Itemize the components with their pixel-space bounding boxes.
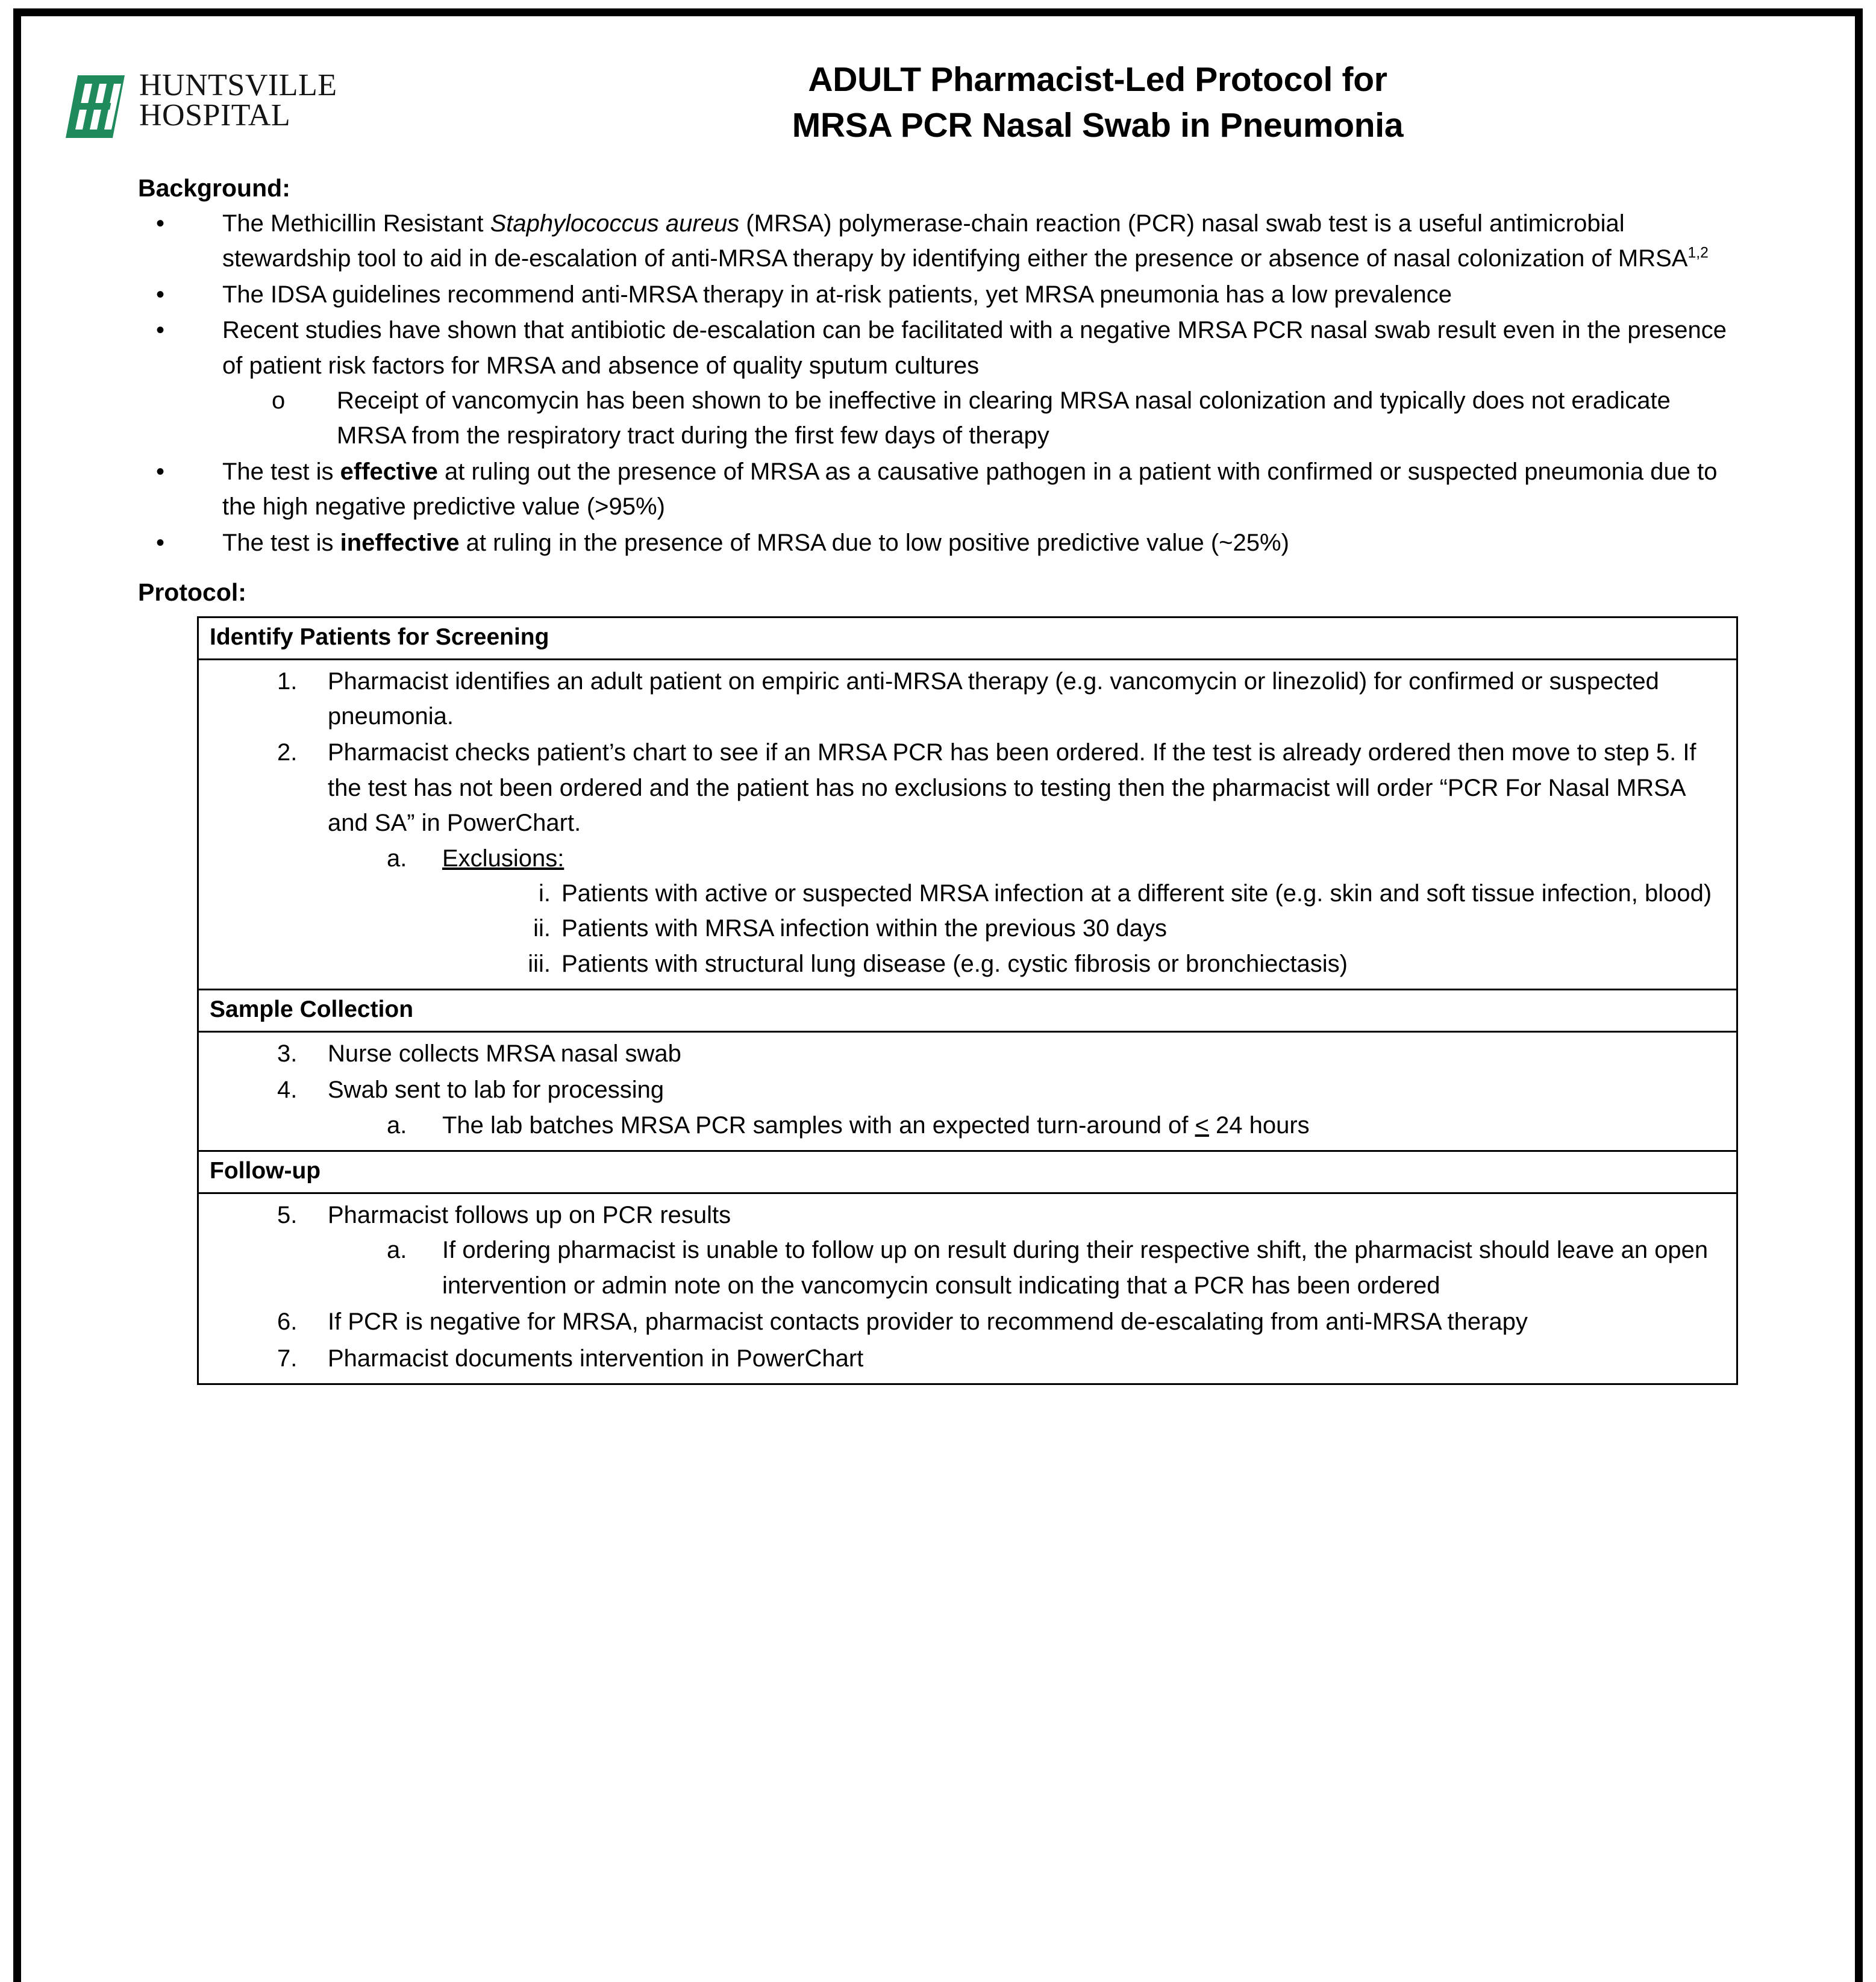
text-run: (MRSA) polymerase-chain reaction (PCR) nasal swab test is a useful antimicrobial stewardship tool to aid in de-escalation of anti-MRSA therapy by identifying either the presence or absence of nasal colonization of MRSA <box>222 210 1688 272</box>
background-bullet-list <box>48 206 1828 560</box>
protocol-exclusion-item-marker: ii. <box>533 915 551 942</box>
protocol-step <box>277 1304 1724 1339</box>
text-run: at ruling in the presence of MRSA due to low positive predictive value (~25%) <box>459 529 1289 556</box>
protocol-section-body <box>199 660 1736 991</box>
background-heading: Background: <box>138 174 290 202</box>
organization-name <box>139 70 337 131</box>
protocol-substep-marker: a. <box>387 845 407 872</box>
text-run: Pharmacist follows up on PCR results <box>328 1201 731 1228</box>
text-run: The test is <box>222 458 340 485</box>
background-bullet <box>156 525 1738 560</box>
background-bullet <box>156 206 1738 277</box>
protocol-substep-list <box>328 841 1724 982</box>
text-run: ineffective <box>340 529 460 556</box>
text-run: Patients with MRSA infection within the previous 30 days <box>561 915 1167 942</box>
text-run: Patients with active or suspected MRSA infection at a different site (e.g. skin and soft tissue infection, blood) <box>561 880 1712 907</box>
text-run: Patients with structural lung disease (e.g. cystic fibrosis or bronchiectasis) <box>561 950 1348 977</box>
protocol-section-header: Identify Patients for Screening <box>199 618 1736 660</box>
background-sub-bullet <box>272 383 1744 454</box>
background-bullet-marker: • <box>156 529 165 556</box>
protocol-step-marker: 3. <box>277 1040 298 1068</box>
text-run: Swab sent to lab for processing <box>328 1077 664 1104</box>
protocol-exclusion-item-marker: i. <box>539 880 551 907</box>
protocol-step-marker: 6. <box>277 1308 298 1336</box>
protocol-step <box>277 1198 1724 1303</box>
text-run: < <box>1195 1111 1209 1139</box>
protocol-exclusion-item <box>533 911 1724 946</box>
protocol-step <box>277 735 1724 981</box>
organization-name-line2: HOSPITAL <box>139 98 291 133</box>
text-run: Nurse collects MRSA nasal swab <box>328 1040 681 1068</box>
protocol-exclusion-item <box>539 876 1724 911</box>
background-bullet-marker: • <box>156 317 165 344</box>
protocol-step-marker: 4. <box>277 1077 298 1104</box>
protocol-section-header: Sample Collection <box>199 990 1736 1033</box>
document-header <box>48 33 1828 172</box>
protocol-step <box>277 1341 1724 1376</box>
text-run: Recent studies have shown that antibiotic de-escalation can be facilitated with a negative MRSA PCR nasal swab result even in the presence of patient risk factors for MRSA and absence of quality sputum cultures <box>222 317 1727 379</box>
protocol-section-body <box>199 1194 1736 1383</box>
text-run: The test is <box>222 529 340 556</box>
text-run: Receipt of vancomycin has been shown to be ineffective in clearing MRSA nasal colonization and typically does not eradicate MRSA from the respiratory tract during the first few days of therapy <box>337 387 1671 449</box>
protocol-substep <box>387 1108 1724 1143</box>
text-run: Pharmacist documents intervention in PowerChart <box>328 1345 864 1372</box>
background-bullet <box>156 277 1738 312</box>
protocol-step-marker: 1. <box>277 667 298 695</box>
text-run: 24 hours <box>1208 1111 1310 1139</box>
protocol-exclusion-item-marker: iii. <box>528 950 551 977</box>
protocol-table <box>197 616 1738 1385</box>
page-title <box>385 57 1810 149</box>
protocol-exclusion-list <box>442 876 1724 981</box>
protocol-substep-marker: a. <box>387 1237 407 1264</box>
protocol-heading: Protocol: <box>138 578 246 606</box>
organization-name-line1: HUNTSVILLE <box>139 68 337 102</box>
huntsville-hospital-logo-icon <box>64 73 126 140</box>
background-bullet-marker: • <box>156 458 165 485</box>
protocol-step-list <box>207 664 1728 982</box>
background-bullet-marker: • <box>156 281 165 308</box>
background-bullet <box>156 313 1738 454</box>
text-run: The Methicillin Resistant <box>222 210 490 237</box>
protocol-step-marker: 2. <box>277 739 298 766</box>
document-frame <box>13 8 1863 1982</box>
protocol-substep-marker: a. <box>387 1111 407 1139</box>
protocol-substep <box>387 841 1724 982</box>
text-run: at ruling out the presence of MRSA as a causative pathogen in a patient with confirmed or suspected pneumonia due to the high negative predictive value (>95%) <box>222 458 1718 521</box>
protocol-step <box>277 1036 1724 1071</box>
protocol-step-marker: 7. <box>277 1345 298 1372</box>
text-run: effective <box>340 458 438 485</box>
text-run: Pharmacist checks patient’s chart to see if an MRSA PCR has been ordered. If the test is already ordered then move to step 5. If the test has not been ordered and the patient has no exclusions to testing then the pharmacist will order “PCR For Nasal MRSA and SA” in PowerChart. <box>328 739 1696 837</box>
text-run: Staphylococcus aureus <box>490 210 740 237</box>
text-run: The lab batches MRSA PCR samples with an expected turn-around of <box>442 1111 1195 1139</box>
protocol-step-marker: 5. <box>277 1201 298 1228</box>
protocol-section-header: Follow-up <box>199 1152 1736 1194</box>
text-run: 1,2 <box>1687 245 1709 262</box>
text-run: Pharmacist identifies an adult patient on empiric anti-MRSA therapy (e.g. vancomycin or linezolid) for confirmed or suspected pneumonia. <box>328 667 1659 730</box>
page-title-line1: ADULT Pharmacist-Led Protocol for <box>808 60 1387 99</box>
background-bullet-marker: • <box>156 210 165 237</box>
text-run: If PCR is negative for MRSA, pharmacist contacts provider to recommend de-escalating from anti-MRSA therapy <box>328 1308 1528 1336</box>
protocol-section-body <box>199 1033 1736 1152</box>
background-sub-bullet-marker: o <box>272 387 286 414</box>
protocol-exclusion-item <box>528 946 1724 981</box>
protocol-step-list <box>207 1036 1728 1143</box>
text-run: The IDSA guidelines recommend anti-MRSA therapy in at-risk patients, yet MRSA pneumonia has a low prevalence <box>222 281 1452 308</box>
protocol-substep <box>387 1233 1724 1303</box>
page-title-line2: MRSA PCR Nasal Swab in Pneumonia <box>792 105 1404 145</box>
protocol-substep-list <box>328 1108 1724 1143</box>
protocol-step-list <box>207 1198 1728 1376</box>
organization-logo <box>64 70 337 140</box>
text-run: Exclusions: <box>442 845 564 872</box>
protocol-step <box>277 664 1724 734</box>
background-sub-bullet-list <box>222 383 1738 454</box>
protocol-substep-list <box>328 1233 1724 1303</box>
text-run: If ordering pharmacist is unable to follow up on result during their respective shift, the pharmacist should leave an open intervention or admin note on the vancomycin consult indicating that a PCR has been ordered <box>442 1237 1709 1299</box>
protocol-step <box>277 1072 1724 1143</box>
background-bullet <box>156 454 1738 525</box>
